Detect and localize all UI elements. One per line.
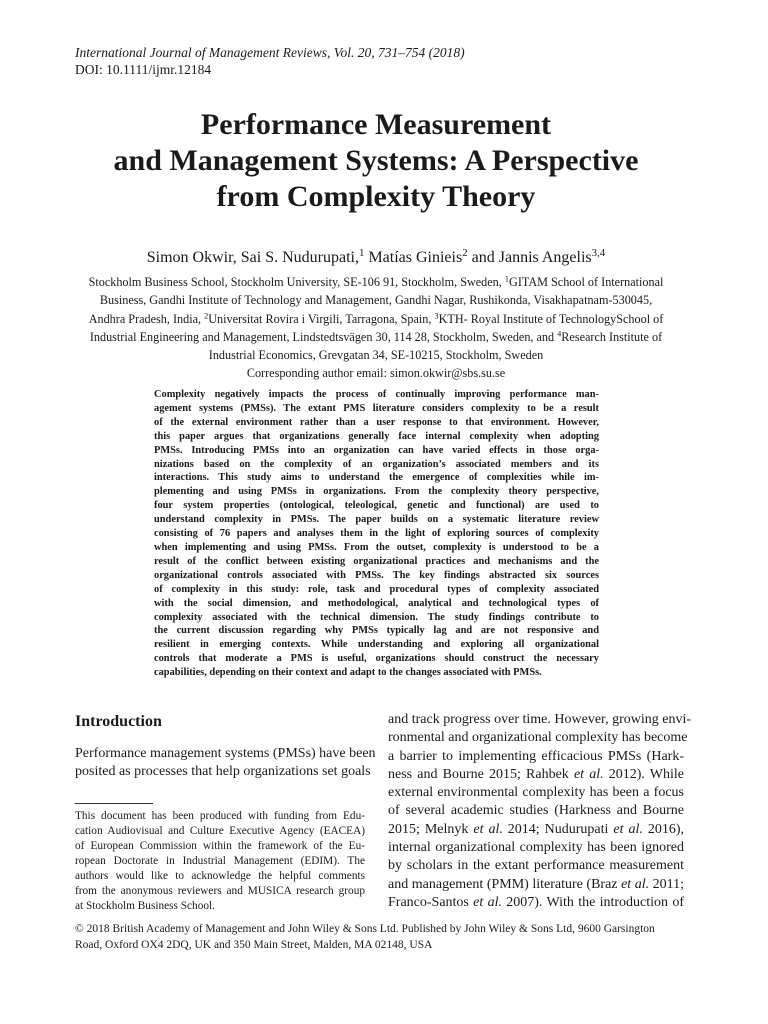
affiliation-text: Industrial Engineering and Management, Lindstedtsvägen 30, 114 28, Stockholm, Sweden, and [89,329,558,344]
body-line [388,894,684,912]
footnote-line: This document has been produced with funding from Edu- [75,810,365,822]
body-text: 2007). With the introduction of [501,894,684,910]
abstract-line: agement systems (PMSs). The extant PMS literature considers complexity to be a result [154,402,599,414]
body-text: and management (PMM) literature (Braz [388,876,622,892]
body-text: 2015; Melnyk [388,821,474,837]
abstract-line: of complexity in this study: role, task and procedural types of complexity associated [154,583,599,595]
abstract-line: result of the conflict between existing organizational practices and mechanisms and the [154,555,599,567]
abstract-line: Complexity negatively impacts the process of continually improving performance man- [154,389,599,400]
body-text: 2012). While [603,766,684,782]
title-line: from Complexity Theory [216,180,536,213]
affiliation-text: Research Institute of [561,329,663,344]
introduction-left-column [75,745,376,782]
affiliation-mark: 3,4 [591,247,606,260]
abstract-line: controls that moderate a PMS is useful, organizations should construct the necessary [154,653,599,665]
affiliation-line [60,328,692,346]
abstract-line: PMSs. Introducing PMSs into an organization can have varied effects in those orga- [154,444,599,456]
affiliation-mark: 2 [462,247,468,260]
affiliation-mark: 2 [204,311,209,321]
footnote-line: ropean Doctorate in Industrial Management (EDIM). The [75,855,365,867]
body-line: a barrier to implementing efficacious PMSs (Hark- [388,748,684,764]
introduction-right-column [388,711,692,912]
author-text: and Jannis Angelis [467,249,592,266]
affiliation-mark: 3 [434,311,439,321]
body-text: 2011; [649,876,685,892]
copyright-line: Road, Oxford OX4 2DQ, UK and 350 Main Street, Malden, MA 02148, USA [75,938,433,951]
footnote-divider [75,803,153,804]
doi: DOI: 10.1111/ijmr.12184 [75,62,212,77]
copyright-line: © 2018 British Academy of Management and John Wiley & Sons Ltd. Published by John Wiley & Sons Ltd, 9600 Garsington [75,923,655,935]
body-line: by scholars in the extant performance measurement [388,858,684,874]
abstract-line: capabilities, depending on their context and adapt to the changes associated with PMSs. [154,667,542,679]
footnote-line: of European Commission within the framework of the Eu- [75,840,365,852]
author-text: Matías Ginieis [364,249,463,266]
footnote-line: cation Audiovisual and Culture Executive Agency (EACEA) [75,825,365,837]
title-line: Performance Measurement [200,108,552,141]
affiliation-text: Universitat Rovira i Virgili, Tarragona, Spain, [208,311,435,326]
section-heading-introduction: Introduction [75,713,162,730]
author-list [60,248,692,268]
abstract-line: this paper argues that organizations generally face internal complexity when adopting [154,430,599,442]
abstract-line: complexity associated with the technical dimension. The study findings contribute to [154,611,599,623]
abstract-line: plementing and using PMSs in organizations. From the complexity theory perspective, [154,486,599,498]
paper-title [60,107,692,215]
affiliation-mark: 1 [504,274,510,284]
title-line: and Management Systems: A Perspective [113,144,639,177]
affiliation-text: Andhra Pradesh, India, [88,311,205,326]
body-line [388,766,684,784]
body-text: ness and Bourne 2015; Rahbek [388,766,574,782]
body-line [388,821,684,839]
affiliations [60,273,692,383]
abstract-line: of the external environment rather than a user response to that environment. However, [154,416,599,428]
abstract-line: four system properties (ontological, teleological, genetic and functional) are used to [154,500,599,512]
body-text: 2014; Nudurupati [502,821,614,837]
affiliation-line: Business, Gandhi Institute of Technology and Management, Gandhi Nagar, Rushikonda, Visakhapatnam-530045, [99,293,653,308]
body-line: of several academic studies (Harkness and Bourne [388,803,684,819]
affiliation-text: KTH- Royal Institute of TechnologySchool of [438,311,664,326]
affiliation-mark: 4 [557,329,562,339]
citation-etal: et al. [613,821,643,837]
body-line [388,876,684,894]
body-line: and track progress over time. However, growing envi- [388,712,692,727]
citation-etal: et al. [473,821,503,837]
abstract-line: consisting of 76 papers and analyses them in the light of exploring sources of complexity [154,528,599,540]
citation-etal: et al. [573,766,604,782]
copyright-notice [75,922,685,953]
abstract-line: the current discussion regarding why PMSs typically lag and are not responsive and [154,625,599,637]
affiliation-line: Industrial Economics, Grevgatan 34, SE-10215, Stockholm, Sweden [208,348,544,363]
abstract-line: interactions. This study aims to understand the emergence of complexities while im- [154,472,599,484]
author-text: Simon Okwir, Sai S. Nudurupati, [146,249,359,266]
body-text: Franco-Santos [388,894,474,910]
affiliation-text: GITAM School of International [509,275,664,289]
footnote-line: authors would like to acknowledge the helpful comments [75,870,365,882]
affiliation-line [60,310,692,328]
footnote-line: at Stockholm Business School. [75,900,215,912]
body-line: posited as processes that help organizations set goals [75,764,371,780]
body-line: external environmental complexity has been a focus [388,785,684,801]
footnote-line: from the anonymous reviewers and MUSICA research group [75,885,365,897]
citation-etal: et al. [473,894,502,910]
citation-etal: et al. [621,876,650,892]
funding-footnote [75,809,365,914]
abstract-line: nizations based on the complexity of an organization’s associated members and its [154,458,599,470]
journal-citation: International Journal of Management Reviews, Vol. 20, 731–754 (2018) [75,45,465,60]
body-line: Performance management systems (PMSs) have been [75,746,376,761]
abstract-line: resilient in emerging contexts. While understanding and exploring all organizational [154,639,599,651]
corresponding-author: Corresponding author email: simon.okwir@sbs.su.se [246,366,506,381]
affiliation-line [60,273,692,291]
body-text: 2016), [642,821,685,837]
abstract-line: organizational controls associated with PMSs. The key findings abstracted six sources [154,569,599,581]
affiliation-text: Stockholm Business School, Stockholm University, SE-106 91, Stockholm, Sweden, [88,275,505,289]
body-line: ronmental and organizational complexity has become [388,730,688,746]
abstract-line: when implementing and using PMSs. From the outset, complexity is understood to be a [154,541,599,553]
abstract-line: understand complexity in PMSs. The paper builds on a systematic literature review [154,514,599,526]
affiliation-mark: 1 [359,247,365,260]
abstract-line: with the social dimension, and methodological, analytical and technological types of [154,597,599,609]
abstract [154,388,599,680]
body-line: internal organizational complexity has been ignored [388,840,684,856]
